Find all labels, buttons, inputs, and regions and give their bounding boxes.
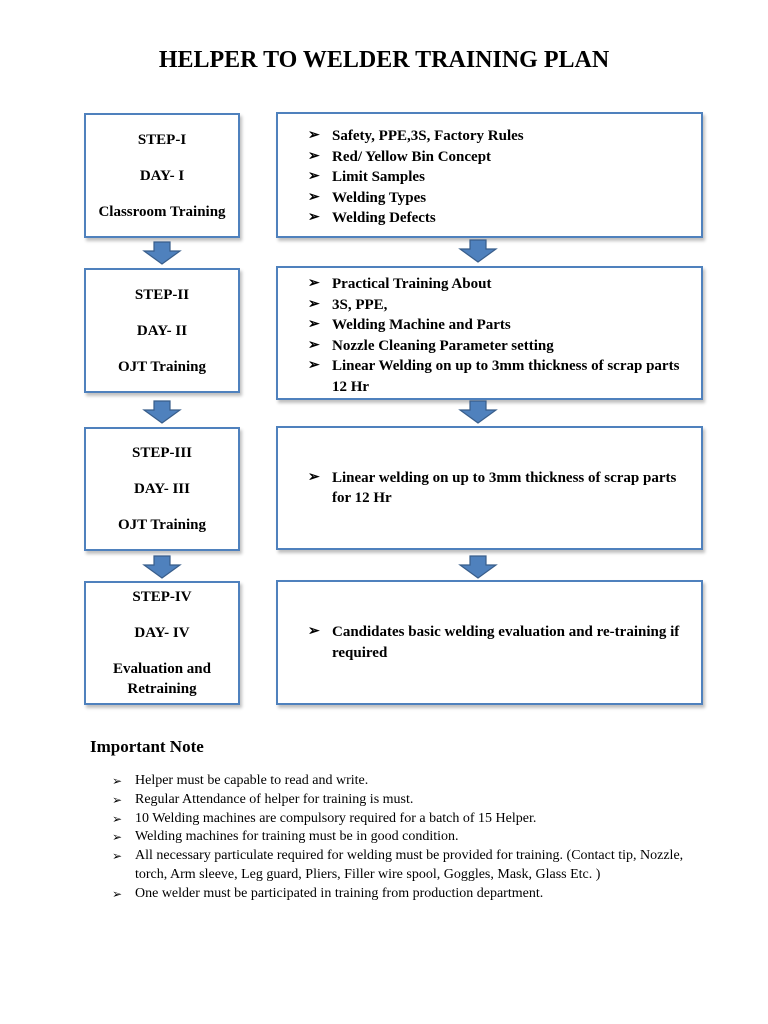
step-label: STEP-I — [137, 131, 187, 148]
arrowhead-bullet-icon: ➢ — [308, 128, 320, 143]
step-label: STEP-IV — [132, 589, 192, 605]
note-item: ➢ All necessary particulate required for welding must be provided for training. (Contact tip, Nozzle, torch, Arm sleeve, Leg guard, Pliers, Filler wire spool, Goggles, Mask, Glass Etc. ) — [112, 848, 684, 882]
step-box-2 — [84, 268, 240, 393]
detail-box-4 — [276, 580, 703, 705]
step-box-4 — [84, 581, 240, 705]
training-type: OJT Training — [118, 517, 206, 533]
detail-item: ➢ Limit Samples — [278, 167, 701, 188]
day-label: DAY- IV — [134, 625, 190, 641]
down-arrow-icon — [142, 241, 182, 265]
day-label: DAY- I — [139, 167, 185, 184]
detail-item: ➢ Candidates basic welding evaluation and re-training if required — [308, 624, 680, 661]
detail-item: ➢ Nozzle Cleaning Parameter setting — [278, 336, 701, 357]
detail-item: ➢ Welding Defects — [278, 208, 701, 229]
detail-item: ➢ 3S, PPE, — [278, 295, 701, 316]
note-item: ➢ Helper must be capable to read and write. — [112, 772, 692, 791]
important-note-list — [112, 772, 692, 904]
training-type: Classroom Training — [98, 203, 226, 220]
note-item: ➢ One welder must be participated in training from production department. — [112, 885, 692, 904]
arrowhead-bullet-icon: ➢ — [308, 169, 320, 184]
important-note-heading: Important Note — [90, 737, 204, 756]
step-label: STEP-III — [131, 445, 193, 461]
step-box-1 — [84, 113, 240, 238]
down-arrow-icon — [142, 400, 182, 424]
note-item: ➢ Welding machines for training must be in good condition. — [112, 828, 692, 847]
detail-item: ➢ Welding Machine and Parts — [278, 315, 701, 336]
arrowhead-bullet-icon: ➢ — [308, 317, 320, 332]
training-type: OJT Training — [118, 358, 206, 375]
down-arrow-icon — [458, 555, 498, 579]
down-arrow-icon — [142, 555, 182, 579]
detail-item: ➢ Welding Types — [278, 188, 701, 209]
detail-item: ➢ Red/ Yellow Bin Concept — [278, 147, 701, 168]
down-arrow-icon — [458, 239, 498, 263]
detail-item: ➢ Practical Training About — [278, 274, 701, 295]
arrowhead-bullet-icon: ➢ — [308, 296, 320, 312]
day-label: DAY- III — [133, 481, 190, 497]
arrowhead-bullet-icon: ➢ — [308, 469, 320, 485]
detail-box-1 — [276, 112, 703, 238]
day-label: DAY- II — [136, 322, 188, 339]
step-box-3 — [84, 427, 240, 551]
arrowhead-bullet-icon: ➢ — [308, 189, 320, 205]
detail-box-3 — [276, 426, 703, 550]
detail-item: ➢ Safety, PPE,3S, Factory Rules — [278, 126, 701, 147]
arrowhead-bullet-icon: ➢ — [112, 774, 123, 788]
arrowhead-bullet-icon: ➢ — [112, 830, 123, 845]
down-arrow-icon — [458, 400, 498, 424]
arrowhead-bullet-icon: ➢ — [112, 849, 123, 864]
detail-box-2 — [276, 266, 703, 400]
detail-item: ➢ Linear welding on up to 3mm thickness of scrap parts for 12 Hr — [308, 469, 677, 506]
note-item: ➢ 10 Welding machines are compulsory required for a batch of 15 Helper. — [112, 810, 692, 829]
detail-item: ➢ Linear Welding on up to 3mm thickness of scrap parts 12 Hr — [308, 358, 680, 395]
arrowhead-bullet-icon: ➢ — [308, 210, 320, 225]
training-type: Evaluation and Retraining — [113, 661, 211, 697]
arrowhead-bullet-icon: ➢ — [308, 276, 320, 291]
step-label: STEP-II — [134, 286, 190, 303]
arrowhead-bullet-icon: ➢ — [112, 792, 123, 807]
arrowhead-bullet-icon: ➢ — [112, 886, 123, 901]
arrowhead-bullet-icon: ➢ — [308, 358, 320, 373]
arrowhead-bullet-icon: ➢ — [308, 337, 320, 353]
arrowhead-bullet-icon: ➢ — [112, 811, 123, 826]
note-item: ➢ Regular Attendance of helper for training is must. — [112, 791, 692, 810]
page-title: HELPER TO WELDER TRAINING PLAN — [158, 47, 610, 73]
arrowhead-bullet-icon: ➢ — [308, 148, 320, 164]
arrowhead-bullet-icon: ➢ — [308, 624, 320, 639]
